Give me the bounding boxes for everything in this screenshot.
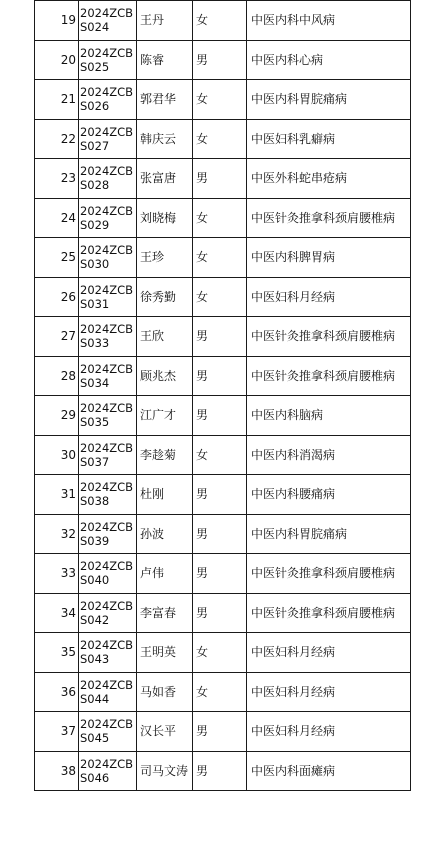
registration-id bbox=[79, 238, 137, 278]
registration-id-line2: S030 bbox=[80, 257, 110, 272]
person-name: 张富唐 bbox=[137, 159, 193, 199]
registration-id-line2: S045 bbox=[80, 731, 110, 746]
registration-id-line2: S040 bbox=[80, 573, 110, 588]
registration-id bbox=[79, 475, 137, 515]
row-number: 32 bbox=[35, 514, 79, 554]
table-row bbox=[35, 198, 411, 238]
registration-id-line1: 2024ZCB bbox=[80, 677, 134, 692]
table-row bbox=[35, 119, 411, 159]
registration-id-line1: 2024ZCB bbox=[80, 164, 134, 179]
registration-id-line2: S025 bbox=[80, 59, 110, 74]
specialty: 中医针灸推拿科颈肩腰椎病 bbox=[247, 317, 411, 357]
gender: 女 bbox=[193, 1, 247, 41]
roster-table bbox=[34, 0, 411, 791]
registration-id-line2: S038 bbox=[80, 494, 110, 509]
registration-id-line1: 2024ZCB bbox=[80, 45, 134, 60]
person-name: 徐秀勤 bbox=[137, 277, 193, 317]
registration-id-line2: S024 bbox=[80, 20, 110, 35]
gender: 男 bbox=[193, 396, 247, 436]
registration-id bbox=[79, 751, 137, 791]
registration-id bbox=[79, 80, 137, 120]
registration-id bbox=[79, 435, 137, 475]
table-row bbox=[35, 80, 411, 120]
registration-id-line1: 2024ZCB bbox=[80, 322, 134, 337]
registration-id-line2: S043 bbox=[80, 652, 110, 667]
registration-id-line1: 2024ZCB bbox=[80, 243, 134, 258]
specialty: 中医内科消渴病 bbox=[247, 435, 411, 475]
person-name: 司马文涛 bbox=[137, 751, 193, 791]
table-row bbox=[35, 672, 411, 712]
row-number: 29 bbox=[35, 396, 79, 436]
specialty: 中医内科胃脘痛病 bbox=[247, 80, 411, 120]
registration-id-line2: S029 bbox=[80, 217, 110, 232]
registration-id bbox=[79, 514, 137, 554]
registration-id bbox=[79, 633, 137, 673]
registration-id-line2: S044 bbox=[80, 691, 110, 706]
registration-id bbox=[79, 356, 137, 396]
table-row bbox=[35, 751, 411, 791]
registration-id-line1: 2024ZCB bbox=[80, 401, 134, 416]
registration-id bbox=[79, 712, 137, 752]
gender: 女 bbox=[193, 672, 247, 712]
row-number: 35 bbox=[35, 633, 79, 673]
table-row bbox=[35, 396, 411, 436]
specialty: 中医内科面瘫病 bbox=[247, 751, 411, 791]
person-name: 王珍 bbox=[137, 238, 193, 278]
gender: 男 bbox=[193, 356, 247, 396]
specialty: 中医妇科乳癖病 bbox=[247, 119, 411, 159]
gender: 女 bbox=[193, 119, 247, 159]
person-name: 刘晓梅 bbox=[137, 198, 193, 238]
person-name: 王丹 bbox=[137, 1, 193, 41]
table-row bbox=[35, 593, 411, 633]
registration-id-line1: 2024ZCB bbox=[80, 282, 134, 297]
specialty: 中医针灸推拿科颈肩腰椎病 bbox=[247, 356, 411, 396]
specialty: 中医内科中风病 bbox=[247, 1, 411, 41]
registration-id-line2: S035 bbox=[80, 415, 110, 430]
registration-id-line1: 2024ZCB bbox=[80, 124, 134, 139]
specialty: 中医外科蛇串疮病 bbox=[247, 159, 411, 199]
specialty: 中医妇科月经病 bbox=[247, 277, 411, 317]
gender: 男 bbox=[193, 40, 247, 80]
row-number: 36 bbox=[35, 672, 79, 712]
registration-id-line1: 2024ZCB bbox=[80, 361, 134, 376]
registration-id-line2: S031 bbox=[80, 296, 110, 311]
specialty: 中医内科心病 bbox=[247, 40, 411, 80]
specialty: 中医针灸推拿科颈肩腰椎病 bbox=[247, 554, 411, 594]
row-number: 37 bbox=[35, 712, 79, 752]
row-number: 30 bbox=[35, 435, 79, 475]
row-number: 23 bbox=[35, 159, 79, 199]
table-row bbox=[35, 1, 411, 41]
person-name: 李趁菊 bbox=[137, 435, 193, 475]
registration-id-line1: 2024ZCB bbox=[80, 85, 134, 100]
gender: 女 bbox=[193, 80, 247, 120]
person-name: 杜刚 bbox=[137, 475, 193, 515]
table-row bbox=[35, 435, 411, 475]
person-name: 王明英 bbox=[137, 633, 193, 673]
registration-id-line1: 2024ZCB bbox=[80, 717, 134, 732]
row-number: 33 bbox=[35, 554, 79, 594]
table-row bbox=[35, 277, 411, 317]
gender: 男 bbox=[193, 554, 247, 594]
registration-id-line2: S034 bbox=[80, 375, 110, 390]
table-row bbox=[35, 633, 411, 673]
gender: 男 bbox=[193, 159, 247, 199]
table-row bbox=[35, 514, 411, 554]
person-name: 郭君华 bbox=[137, 80, 193, 120]
registration-id-line1: 2024ZCB bbox=[80, 638, 134, 653]
registration-id bbox=[79, 593, 137, 633]
table-row bbox=[35, 475, 411, 515]
row-number: 27 bbox=[35, 317, 79, 357]
registration-id bbox=[79, 554, 137, 594]
person-name: 韩庆云 bbox=[137, 119, 193, 159]
roster-table-body bbox=[35, 1, 411, 791]
gender: 男 bbox=[193, 712, 247, 752]
registration-id bbox=[79, 277, 137, 317]
row-number: 24 bbox=[35, 198, 79, 238]
table-row bbox=[35, 40, 411, 80]
person-name: 孙波 bbox=[137, 514, 193, 554]
registration-id-line1: 2024ZCB bbox=[80, 203, 134, 218]
specialty: 中医妇科月经病 bbox=[247, 633, 411, 673]
gender: 男 bbox=[193, 514, 247, 554]
table-row bbox=[35, 317, 411, 357]
person-name: 江广才 bbox=[137, 396, 193, 436]
row-number: 22 bbox=[35, 119, 79, 159]
person-name: 王欣 bbox=[137, 317, 193, 357]
specialty: 中医内科脾胃病 bbox=[247, 238, 411, 278]
row-number: 19 bbox=[35, 1, 79, 41]
registration-id-line1: 2024ZCB bbox=[80, 756, 134, 771]
specialty: 中医内科脑病 bbox=[247, 396, 411, 436]
specialty: 中医内科腰痛病 bbox=[247, 475, 411, 515]
person-name: 马如香 bbox=[137, 672, 193, 712]
specialty: 中医内科胃脘痛病 bbox=[247, 514, 411, 554]
registration-id-line2: S033 bbox=[80, 336, 110, 351]
registration-id-line1: 2024ZCB bbox=[80, 6, 134, 21]
gender: 男 bbox=[193, 317, 247, 357]
gender: 男 bbox=[193, 751, 247, 791]
gender: 男 bbox=[193, 475, 247, 515]
table-row bbox=[35, 238, 411, 278]
table-row bbox=[35, 159, 411, 199]
person-name: 汉长平 bbox=[137, 712, 193, 752]
registration-id-line2: S027 bbox=[80, 138, 110, 153]
registration-id-line2: S046 bbox=[80, 770, 110, 785]
table-row bbox=[35, 356, 411, 396]
specialty: 中医针灸推拿科颈肩腰椎病 bbox=[247, 593, 411, 633]
roster-sheet bbox=[34, 0, 410, 791]
registration-id-line2: S039 bbox=[80, 533, 110, 548]
gender: 女 bbox=[193, 277, 247, 317]
registration-id bbox=[79, 198, 137, 238]
row-number: 20 bbox=[35, 40, 79, 80]
specialty: 中医针灸推拿科颈肩腰椎病 bbox=[247, 198, 411, 238]
registration-id bbox=[79, 119, 137, 159]
person-name: 陈睿 bbox=[137, 40, 193, 80]
table-row bbox=[35, 712, 411, 752]
specialty: 中医妇科月经病 bbox=[247, 712, 411, 752]
registration-id-line1: 2024ZCB bbox=[80, 440, 134, 455]
row-number: 21 bbox=[35, 80, 79, 120]
registration-id bbox=[79, 672, 137, 712]
registration-id-line2: S026 bbox=[80, 99, 110, 114]
row-number: 26 bbox=[35, 277, 79, 317]
gender: 女 bbox=[193, 198, 247, 238]
registration-id-line1: 2024ZCB bbox=[80, 598, 134, 613]
person-name: 卢伟 bbox=[137, 554, 193, 594]
row-number: 25 bbox=[35, 238, 79, 278]
registration-id-line1: 2024ZCB bbox=[80, 480, 134, 495]
person-name: 李富春 bbox=[137, 593, 193, 633]
registration-id bbox=[79, 1, 137, 41]
gender: 女 bbox=[193, 435, 247, 475]
gender: 男 bbox=[193, 593, 247, 633]
row-number: 28 bbox=[35, 356, 79, 396]
registration-id bbox=[79, 396, 137, 436]
registration-id-line2: S028 bbox=[80, 178, 110, 193]
row-number: 31 bbox=[35, 475, 79, 515]
registration-id bbox=[79, 317, 137, 357]
registration-id-line2: S042 bbox=[80, 612, 110, 627]
registration-id bbox=[79, 159, 137, 199]
registration-id-line1: 2024ZCB bbox=[80, 519, 134, 534]
gender: 女 bbox=[193, 238, 247, 278]
specialty: 中医妇科月经病 bbox=[247, 672, 411, 712]
table-row bbox=[35, 554, 411, 594]
row-number: 34 bbox=[35, 593, 79, 633]
registration-id-line2: S037 bbox=[80, 454, 110, 469]
registration-id-line1: 2024ZCB bbox=[80, 559, 134, 574]
person-name: 顾兆杰 bbox=[137, 356, 193, 396]
row-number: 38 bbox=[35, 751, 79, 791]
registration-id bbox=[79, 40, 137, 80]
gender: 女 bbox=[193, 633, 247, 673]
